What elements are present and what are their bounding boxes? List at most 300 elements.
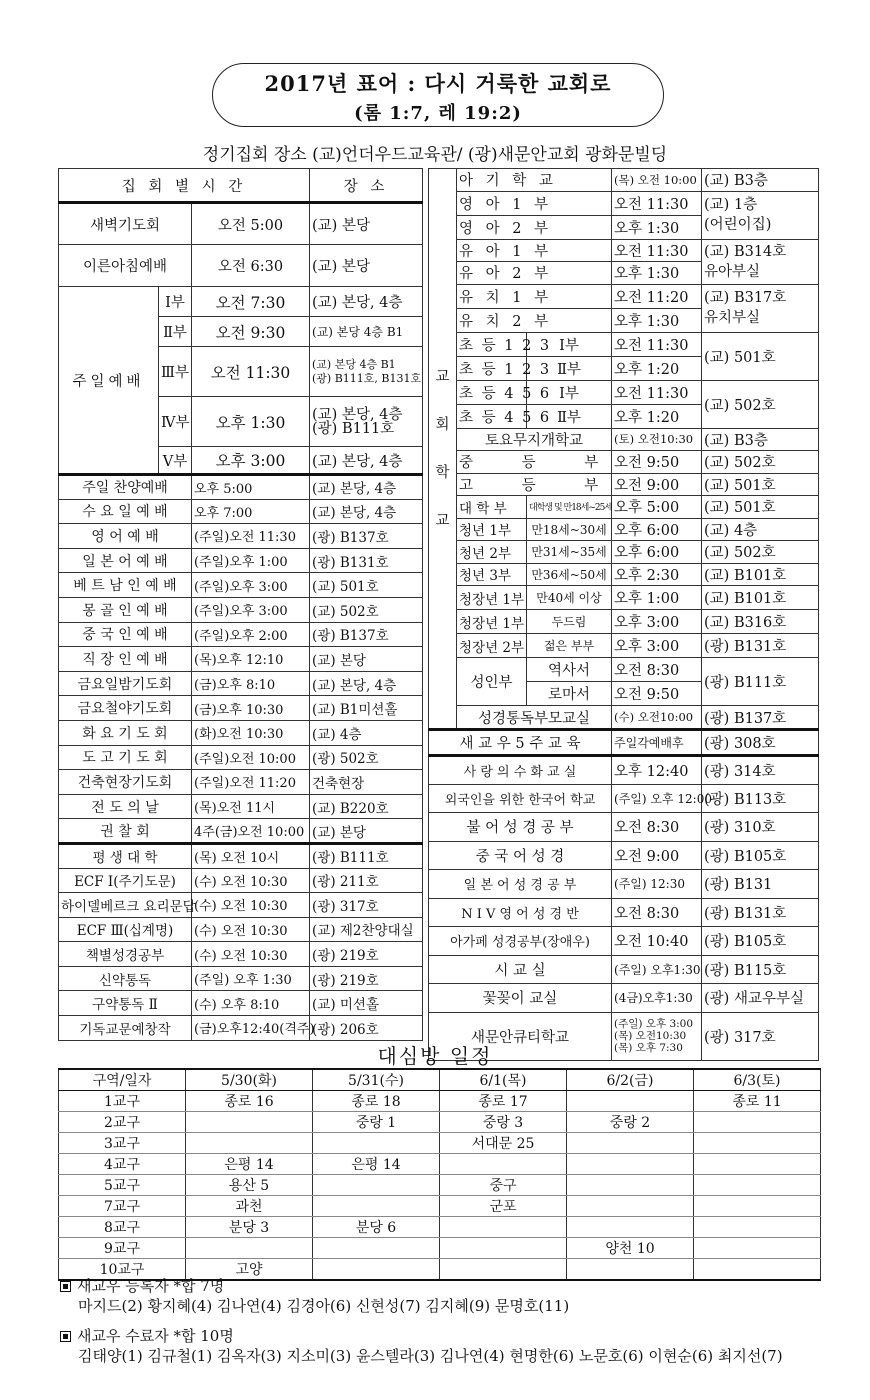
table-row (429, 730, 819, 756)
square-bullet-icon (60, 1331, 71, 1342)
table-row (59, 245, 423, 287)
class-part: Ⅰ부 (527, 380, 612, 404)
class-time: 오후 1:20 (612, 404, 702, 428)
program-time: 오전 10:40 (612, 927, 702, 956)
class-place: (교) 501호 (702, 496, 819, 519)
table-row (59, 622, 423, 647)
schedule-row (59, 1175, 821, 1196)
schedule-header: 구역/일자 (59, 1069, 186, 1091)
class-age: 대학생 및 만18세~25세 (527, 496, 612, 519)
table-row (429, 706, 819, 730)
class-time: 오후 2:30 (612, 563, 702, 586)
registered-names: 마지드(2) 황지혜(4) 김나연(4) 김경아(6) 신현성(7) 김지혜(9) 문명호(11) (78, 1297, 570, 1315)
class-time: (토) 오전10:30 (612, 428, 702, 451)
district-name: 2교구 (59, 1112, 186, 1133)
class-name: 유 치 2 부 (457, 308, 612, 332)
visit-area (313, 1238, 440, 1259)
table-row (429, 169, 819, 192)
table-row (429, 518, 819, 541)
meeting-name: 구약통독 Ⅱ (59, 991, 192, 1016)
meeting-place: (교) 본당, 4층 (310, 447, 423, 475)
program-time: 주일각예배후 (612, 730, 702, 756)
visit-area (694, 1175, 821, 1196)
meeting-place: (교) 본당, 4층 (310, 671, 423, 696)
visit-area: 군포 (440, 1196, 567, 1217)
meeting-time: 오전 9:30 (192, 317, 310, 347)
meeting-name: 중 국 인 예 배 (59, 622, 192, 647)
table-row (429, 841, 819, 870)
table-row (59, 991, 423, 1016)
visit-area (313, 1196, 440, 1217)
meeting-place: (교) 본당 4층 B1 (310, 317, 423, 347)
meeting-time: (수) 오후 8:10 (192, 991, 310, 1016)
meeting-name: 도 고 기 도 회 (59, 745, 192, 770)
meeting-time: (수) 오전 10:30 (192, 893, 310, 918)
visit-area (694, 1154, 821, 1175)
table-row (59, 597, 423, 622)
table-row (59, 1016, 423, 1041)
class-time: 오전 9:50 (612, 451, 702, 474)
visit-area (567, 1175, 694, 1196)
meeting-name: 하이델베르크 요리문답 (59, 893, 192, 918)
program-name: N I V 영 어 성 경 반 (429, 898, 612, 927)
table-row (429, 756, 819, 785)
church-school-table (428, 168, 819, 1061)
meeting-name: 전 도 의 날 (59, 794, 192, 819)
table-row (59, 720, 423, 745)
meeting-place: (교) 미션홀 (310, 991, 423, 1016)
program-name: 외국인을 위한 한국어 학교 (429, 784, 612, 813)
program-time: (주일) 오후 3:00 (목) 오전10:30 (목) 오후 7:30 (612, 1012, 702, 1060)
visit-area: 양천 10 (567, 1238, 694, 1259)
visit-area (186, 1238, 313, 1259)
visit-area: 과천 (186, 1196, 313, 1217)
class-time: 오후 6:00 (612, 518, 702, 541)
program-name: 아가페 성경공부(장애우) (429, 927, 612, 956)
program-place: (광) 308호 (702, 730, 819, 756)
program-time: (주일) 12:30 (612, 870, 702, 899)
district-name: 5교구 (59, 1175, 186, 1196)
schedule-header: 6/3(토) (694, 1069, 821, 1091)
meeting-time: (주일) 오후 1:30 (192, 966, 310, 991)
meeting-place: (광) 219호 (310, 966, 423, 991)
meeting-time: 오후 3:00 (192, 447, 310, 475)
schedule-row (59, 1112, 821, 1133)
class-name: 고 등 부 (457, 473, 612, 496)
meeting-name: 화 요 기 도 회 (59, 720, 192, 745)
table-row (429, 541, 819, 564)
class-time: 오후 3:00 (612, 634, 702, 658)
program-name: 새문안큐티학교 (429, 1012, 612, 1060)
class-time: 오후 3:00 (612, 610, 702, 634)
visit-area: 종로 17 (440, 1091, 567, 1112)
class-place: (광) B131호 (702, 634, 819, 658)
class-time: 오전 11:30 (612, 380, 702, 404)
table-row (429, 380, 819, 404)
program-time: (주일) 오후1:30 (612, 955, 702, 984)
visit-area: 종로 11 (694, 1091, 821, 1112)
class-place: (교) 1층 (어린이집) (702, 191, 819, 239)
meeting-name: 평 생 대 학 (59, 843, 192, 868)
meeting-place: (교) 본당, 4층 (310, 287, 423, 317)
program-place: (광) B131 (702, 870, 819, 899)
meeting-place: (교) 본당 (310, 245, 423, 287)
class-age: 만31세~35세 (527, 541, 612, 564)
meeting-time: (주일)오후 3:00 (192, 597, 310, 622)
program-time: 오전 8:30 (612, 813, 702, 842)
class-place: (교) 4층 (702, 518, 819, 541)
class-place: (교) 501호 (702, 473, 819, 496)
meeting-name: 건축현장기도회 (59, 770, 192, 795)
sunday-worship-label: 주일예배 (59, 287, 159, 475)
class-place: (광) B111호 (702, 658, 819, 706)
schedule-row (59, 1091, 821, 1112)
visit-area: 종로 18 (313, 1091, 440, 1112)
program-place: (광) B113호 (702, 784, 819, 813)
class-name: 초 등 1 2 3 (457, 356, 527, 380)
class-place: (교) B317호 유치부실 (702, 284, 819, 332)
table-row (429, 191, 819, 215)
table-row (429, 473, 819, 496)
class-place: (교) B101호 (702, 563, 819, 586)
class-place: (교) B314호 유아부실 (702, 239, 819, 284)
program-name: 시 교 실 (429, 955, 612, 984)
class-part: Ⅰ부 (527, 332, 612, 356)
service-part: Ⅳ부 (159, 397, 192, 447)
program-place: (광) B115호 (702, 955, 819, 984)
meeting-place: (교) 본당 (310, 819, 423, 844)
meeting-name: 금요일밤기도회 (59, 671, 192, 696)
class-time: 오후 1:30 (612, 308, 702, 332)
visit-area: 중랑 1 (313, 1112, 440, 1133)
schedule-header: 6/2(금) (567, 1069, 694, 1091)
meeting-name: 이른아침예배 (59, 245, 192, 287)
program-time: (4금)오후1:30 (612, 984, 702, 1013)
meeting-place: (교) B220호 (310, 794, 423, 819)
table-row (59, 475, 423, 500)
table-row (429, 284, 819, 308)
meeting-time: 오전 11:30 (192, 347, 310, 397)
class-name: 영 아 1 부 (457, 191, 612, 215)
class-name: 유 아 2 부 (457, 262, 612, 285)
visit-area (694, 1217, 821, 1238)
table-row (429, 496, 819, 519)
meeting-time: (주일)오후 2:00 (192, 622, 310, 647)
meeting-time: (목) 오전 10시 (192, 843, 310, 868)
meeting-place: (광) B111호 (310, 843, 423, 868)
table-row (429, 870, 819, 899)
meeting-place: (교) 제2찬양대실 (310, 917, 423, 942)
class-time: 오전 11:20 (612, 284, 702, 308)
class-age: 젊은 부부 (527, 634, 612, 658)
class-time: 오후 1:30 (612, 215, 702, 239)
visit-area (313, 1133, 440, 1154)
class-name: 청장년 2부 (457, 634, 527, 658)
visit-area: 고양 (186, 1259, 313, 1281)
visit-area (567, 1091, 694, 1112)
meeting-name: ECF Ⅲ(십계명) (59, 917, 192, 942)
meeting-time: 오전 7:30 (192, 287, 310, 317)
schedule-header: 5/31(수) (313, 1069, 440, 1091)
class-name: 중 등 부 (457, 451, 612, 474)
table-row (429, 634, 819, 658)
table-row (59, 499, 423, 524)
class-time: 오전 11:30 (612, 191, 702, 215)
service-part: Ⅱ부 (159, 317, 192, 347)
program-place: (광) 314호 (702, 756, 819, 785)
visit-area (186, 1133, 313, 1154)
table-row (429, 898, 819, 927)
table-row (59, 843, 423, 868)
meeting-time: (수) 오전 10:30 (192, 942, 310, 967)
table-row (429, 955, 819, 984)
table-row (429, 784, 819, 813)
meeting-place: (교) 본당, 4층 (310, 499, 423, 524)
meeting-time: 오전 5:00 (192, 203, 310, 245)
class-age: 두드림 (527, 610, 612, 634)
schedule-row (59, 1238, 821, 1259)
table-row (59, 819, 423, 844)
class-name: 유 치 1 부 (457, 284, 612, 308)
table-row (429, 586, 819, 610)
meeting-place: (광) B131호 (310, 548, 423, 573)
program-place: (광) B105호 (702, 841, 819, 870)
class-name: 청년 3부 (457, 563, 527, 586)
meeting-time: (주일)오전 10:00 (192, 745, 310, 770)
meeting-time: 오후 1:30 (192, 397, 310, 447)
table-row (59, 287, 423, 317)
district-name: 10교구 (59, 1259, 186, 1281)
class-name: 대 학 부 (457, 496, 527, 519)
class-name: 초 등 1 2 3 (457, 332, 527, 356)
visit-area: 서대문 25 (440, 1133, 567, 1154)
class-age: 만18세~30세 (527, 518, 612, 541)
class-time: (수) 오전10:00 (612, 706, 702, 730)
schedule-row (59, 1196, 821, 1217)
meeting-time: (목)오전 11시 (192, 794, 310, 819)
visitation-schedule-table (58, 1068, 821, 1281)
meeting-place: (광) 502호 (310, 745, 423, 770)
table-row (59, 548, 423, 573)
class-place: (교) 502호 (702, 541, 819, 564)
program-time: 오전 9:00 (612, 841, 702, 870)
completed-names: 김태양(1) 김규철(1) 김옥자(3) 지소미(3) 윤스텔라(3) 김나연(4) 현명한(6) 노문호(6) 이현순(6) 최지선(7) (78, 1347, 783, 1365)
meeting-name: 베 트 남 인 예 배 (59, 573, 192, 598)
class-place: (교) 501호 (702, 332, 819, 380)
class-sub: 역사서 (527, 658, 612, 682)
class-name: 영 아 2 부 (457, 215, 612, 239)
visit-area: 중랑 2 (567, 1112, 694, 1133)
visit-area (186, 1112, 313, 1133)
church-school-label: 교 회 학 교 (429, 169, 457, 730)
meeting-place: (교) B1미션홀 (310, 696, 423, 721)
district-name: 3교구 (59, 1133, 186, 1154)
visit-area: 종로 16 (186, 1091, 313, 1112)
visit-area: 용산 5 (186, 1175, 313, 1196)
registered-heading: 새교우 등록자 *합 7명 (60, 1276, 783, 1296)
table-row (429, 813, 819, 842)
class-place: (교) B3층 (702, 428, 819, 451)
meeting-place: (교) 501호 (310, 573, 423, 598)
venue-line: 정기집회 장소 (교)언더우드교육관/ (광)새문안교회 광화문빌딩 (202, 145, 668, 165)
table-row (59, 770, 423, 795)
meeting-name: 책별성경공부 (59, 942, 192, 967)
table-row (429, 563, 819, 586)
visit-area (313, 1175, 440, 1196)
meeting-place: (광) 211호 (310, 868, 423, 893)
table-row (59, 573, 423, 598)
visit-area (694, 1112, 821, 1133)
program-name: 불 어 성 경 공 부 (429, 813, 612, 842)
meeting-schedule-table (58, 168, 423, 1041)
class-name: 청장년 1부 (457, 610, 527, 634)
schedule-row (59, 1217, 821, 1238)
meeting-place: (광) 219호 (310, 942, 423, 967)
table-row (59, 696, 423, 721)
schedule-header: 6/1(목) (440, 1069, 567, 1091)
program-name: 새 교 우 5 주 교 육 (429, 730, 612, 756)
meeting-name: 수 요 일 예 배 (59, 499, 192, 524)
class-time: 오전 9:00 (612, 473, 702, 496)
class-place: (교) B3층 (702, 169, 819, 192)
motto-banner (212, 63, 664, 127)
meeting-time: (목)오후 12:10 (192, 647, 310, 672)
district-name: 9교구 (59, 1238, 186, 1259)
visit-area (694, 1196, 821, 1217)
class-time: 오전 8:30 (612, 658, 702, 682)
visit-area (567, 1133, 694, 1154)
meeting-time: (주일)오후 1:00 (192, 548, 310, 573)
header-place: 장 소 (310, 169, 423, 203)
meeting-name: 새벽기도회 (59, 203, 192, 245)
class-part: Ⅱ부 (527, 356, 612, 380)
table-row (429, 239, 819, 262)
schedule-header: 5/30(화) (186, 1069, 313, 1091)
meeting-time: 오후 5:00 (192, 475, 310, 500)
meeting-place: (교) 본당 (310, 647, 423, 672)
service-part: Ⅴ부 (159, 447, 192, 475)
class-time: 오후 1:00 (612, 586, 702, 610)
meeting-place: (광) B137호 (310, 524, 423, 549)
meeting-name: ECF Ⅰ(주기도문) (59, 868, 192, 893)
class-name: 성인부 (457, 658, 527, 706)
class-name: 유 아 1 부 (457, 239, 612, 262)
meeting-name: 신약통독 (59, 966, 192, 991)
class-time: 오후 1:30 (612, 262, 702, 285)
visit-area: 중랑 3 (440, 1112, 567, 1133)
meeting-place: (교) 4층 (310, 720, 423, 745)
meeting-time: (화)오전 10:30 (192, 720, 310, 745)
program-name: 꽃꽂이 교실 (429, 984, 612, 1013)
service-part: Ⅲ부 (159, 347, 192, 397)
table-row (59, 868, 423, 893)
class-name: 청년 2부 (457, 541, 527, 564)
district-name: 1교구 (59, 1091, 186, 1112)
class-place: (광) B137호 (702, 706, 819, 730)
meeting-place: (교) 본당 4층 B1 (광) B111호, B131호 (310, 347, 423, 397)
visit-area (567, 1196, 694, 1217)
table-row (59, 203, 423, 245)
table-row (59, 524, 423, 549)
meeting-place: (광) 206호 (310, 1016, 423, 1041)
class-part: Ⅱ부 (527, 404, 612, 428)
visit-area: 은평 14 (313, 1154, 440, 1175)
visit-area (694, 1133, 821, 1154)
table-row (429, 332, 819, 356)
class-time: 오후 6:00 (612, 541, 702, 564)
district-name: 4교구 (59, 1154, 186, 1175)
visit-area (694, 1238, 821, 1259)
meeting-time: (수) 오전 10:30 (192, 917, 310, 942)
class-time: 오후 5:00 (612, 496, 702, 519)
program-time: (주일) 오후 12:00 (612, 784, 702, 813)
meeting-name: 몽 골 인 예 배 (59, 597, 192, 622)
program-place: (광) B131호 (702, 898, 819, 927)
table-row (59, 893, 423, 918)
class-name: 토요무지개학교 (457, 428, 612, 451)
meeting-name: 직 장 인 예 배 (59, 647, 192, 672)
meeting-place: 건축현장 (310, 770, 423, 795)
class-sub: 로마서 (527, 682, 612, 706)
meeting-time: (금)오후 10:30 (192, 696, 310, 721)
class-age: 만40세 이상 (527, 586, 612, 610)
visit-area (440, 1217, 567, 1238)
program-place: (광) 310호 (702, 813, 819, 842)
motto-verse: (롬 1:7, 레 19:2) (354, 103, 522, 124)
meeting-name: 금요철야기도회 (59, 696, 192, 721)
table-row (429, 927, 819, 956)
table-row (429, 610, 819, 634)
class-name: 초 등 4 5 6 (457, 380, 527, 404)
district-name: 7교구 (59, 1196, 186, 1217)
program-name: 중 국 어 성 경 (429, 841, 612, 870)
visit-area (440, 1238, 567, 1259)
visit-area: 분당 6 (313, 1217, 440, 1238)
meeting-name: 권 찰 회 (59, 819, 192, 844)
meeting-place: (교) 본당, 4층 (310, 475, 423, 500)
class-time: 오전 9:50 (612, 682, 702, 706)
class-place: (교) 502호 (702, 380, 819, 428)
class-time: 오전 11:30 (612, 332, 702, 356)
meeting-time: (금)오후12:40(격주) (192, 1016, 310, 1041)
meeting-name: 영 어 예 배 (59, 524, 192, 549)
table-row (59, 647, 423, 672)
visit-area: 은평 14 (186, 1154, 313, 1175)
header-time: 집 회 별 시 간 (59, 169, 310, 203)
service-part: Ⅰ부 (159, 287, 192, 317)
class-age: 만36세~50세 (527, 563, 612, 586)
meeting-name: 주일 찬양예배 (59, 475, 192, 500)
meeting-time: 오후 7:00 (192, 499, 310, 524)
meeting-name: 기독교문예창작 (59, 1016, 192, 1041)
class-time: 오전 11:30 (612, 239, 702, 262)
class-time: (목) 오전 10:00 (612, 169, 702, 192)
meeting-place: (교) 본당 (310, 203, 423, 245)
program-time: 오후 12:40 (612, 756, 702, 785)
meeting-time: (금)오후 8:10 (192, 671, 310, 696)
program-name: 일 본 어 성 경 공 부 (429, 870, 612, 899)
schedule-row (59, 1154, 821, 1175)
visit-area (567, 1154, 694, 1175)
meeting-time: 4주(금)오전 10:00 (192, 819, 310, 844)
newcomer-notes (60, 1272, 783, 1366)
meeting-time: (주일)오전 11:30 (192, 524, 310, 549)
meeting-time: 오전 6:30 (192, 245, 310, 287)
class-name: 청년 1부 (457, 518, 527, 541)
meeting-time: (주일)오후 3:00 (192, 573, 310, 598)
program-place: (광) B105호 (702, 927, 819, 956)
header-row (59, 169, 423, 203)
